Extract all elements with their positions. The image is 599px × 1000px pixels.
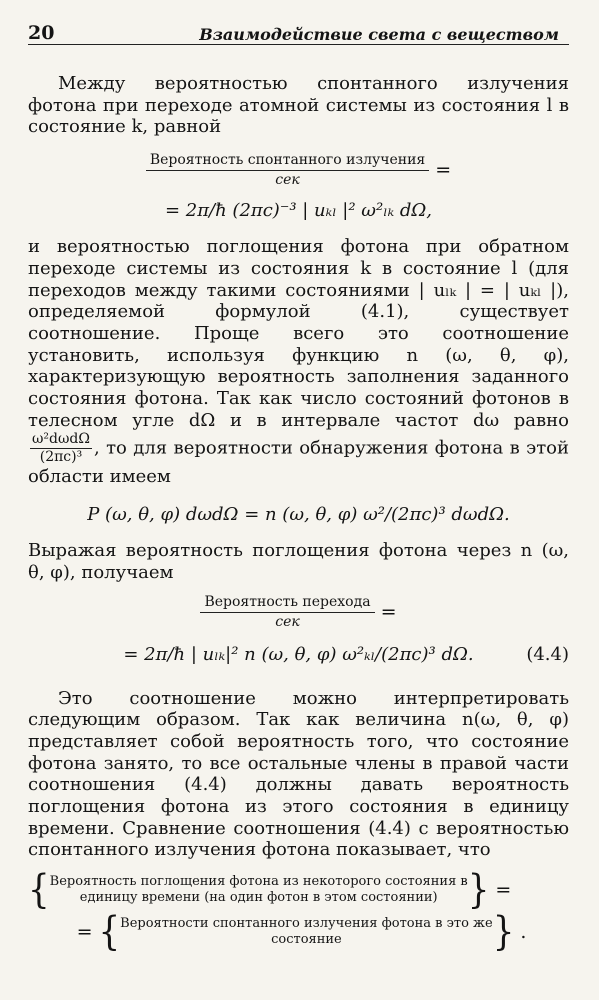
brace-1-line-2: единицу времени (на один фотон в этом состоянии) (79, 890, 438, 906)
paragraph-2-text: и вероятностью поглощения фотона при обратном переходе системы из состояния k в состояние l (для переходов между такими состояниями | uₗₖ | = | uₖₗ |), определяемой формулой (4.1), существует соотношение. Проще всего это соотношение установить, используя функцию n (ω, θ, φ), характеризующую вероятность заполнения заданного состояния фотона. Так как число состояний фотонов в телесном угле dΩ и в интервале частот dω равно (28, 236, 569, 431)
brace-1-line-1: Вероятность поглощения фотона из некоторого состояния в (49, 874, 468, 890)
equation-2: P (ω, θ, φ) dωdΩ = n (ω, θ, φ) ω²/(2πc)³ dωdΩ. (87, 504, 510, 526)
equals-sign: = (380, 600, 397, 623)
inline-fraction-numerator: ω²dωdΩ (32, 431, 90, 448)
equals-sign: = (76, 921, 93, 944)
running-header (28, 14, 569, 45)
fraction-transition (28, 594, 569, 630)
fraction-denominator: сек (275, 613, 300, 630)
inline-fraction (30, 431, 92, 466)
paragraph-2 (28, 236, 569, 488)
equals-sign: = (495, 879, 512, 902)
equation-number: (4.4) (526, 643, 569, 665)
brace-expression-2 (28, 909, 569, 956)
equals-sign: = (435, 159, 452, 182)
left-brace: { (98, 909, 121, 956)
brace-2-line-1: Вероятности спонтанного излучения фотона в это же (120, 916, 493, 932)
running-title: Взаимодействие света с веществом (199, 25, 559, 44)
equation-3-line (28, 640, 569, 670)
paragraph-3: Выражая вероятность поглощения фотона через n (ω, θ, φ), получаем (28, 540, 569, 583)
paragraph-1: Между вероятностью спонтанного излучения фотона при переходе атомной системы из состояния l в состояние k, равной (28, 73, 569, 138)
right-brace: } (467, 867, 490, 914)
fraction-denominator: сек (275, 172, 300, 189)
brace-2-line-2: состояние (271, 932, 342, 948)
left-brace: { (28, 867, 50, 914)
equation-3: = 2π/ħ | uₗₖ|² n (ω, θ, φ) ω²ₖₗ/(2πc)³ dΩ. (123, 643, 474, 665)
inline-fraction-denominator: (2πc)³ (39, 449, 83, 466)
page-number: 20 (28, 22, 55, 44)
right-brace: } (492, 909, 515, 956)
fraction-numerator: Вероятность спонтанного излучения (146, 152, 429, 171)
fraction-numerator: Вероятность перехода (200, 594, 374, 613)
period: . (520, 921, 527, 944)
fraction-spontaneous (28, 152, 569, 188)
paragraph-2-end: , то для вероятности обнаружения фотона в этой области имеем (28, 437, 569, 488)
paragraph-4: Это соотношение можно интерпретировать следующим образом. Так как величина n(ω, θ, φ) представляет собой вероятность того, что состояние фотона занято, то все остальные члены в правой части соотношения (4.4) должны давать вероятность поглощения фотона из этого состояния в единицу времени. Сравнение соотношения (4.4) с вероятностью спонтанного излучения фотона показывает, что (28, 687, 569, 861)
brace-expression-1 (28, 867, 569, 914)
equation-1: = 2π/ħ (2πc)⁻³ | uₖₗ |² ω²ₗₖ dΩ, (164, 200, 433, 222)
